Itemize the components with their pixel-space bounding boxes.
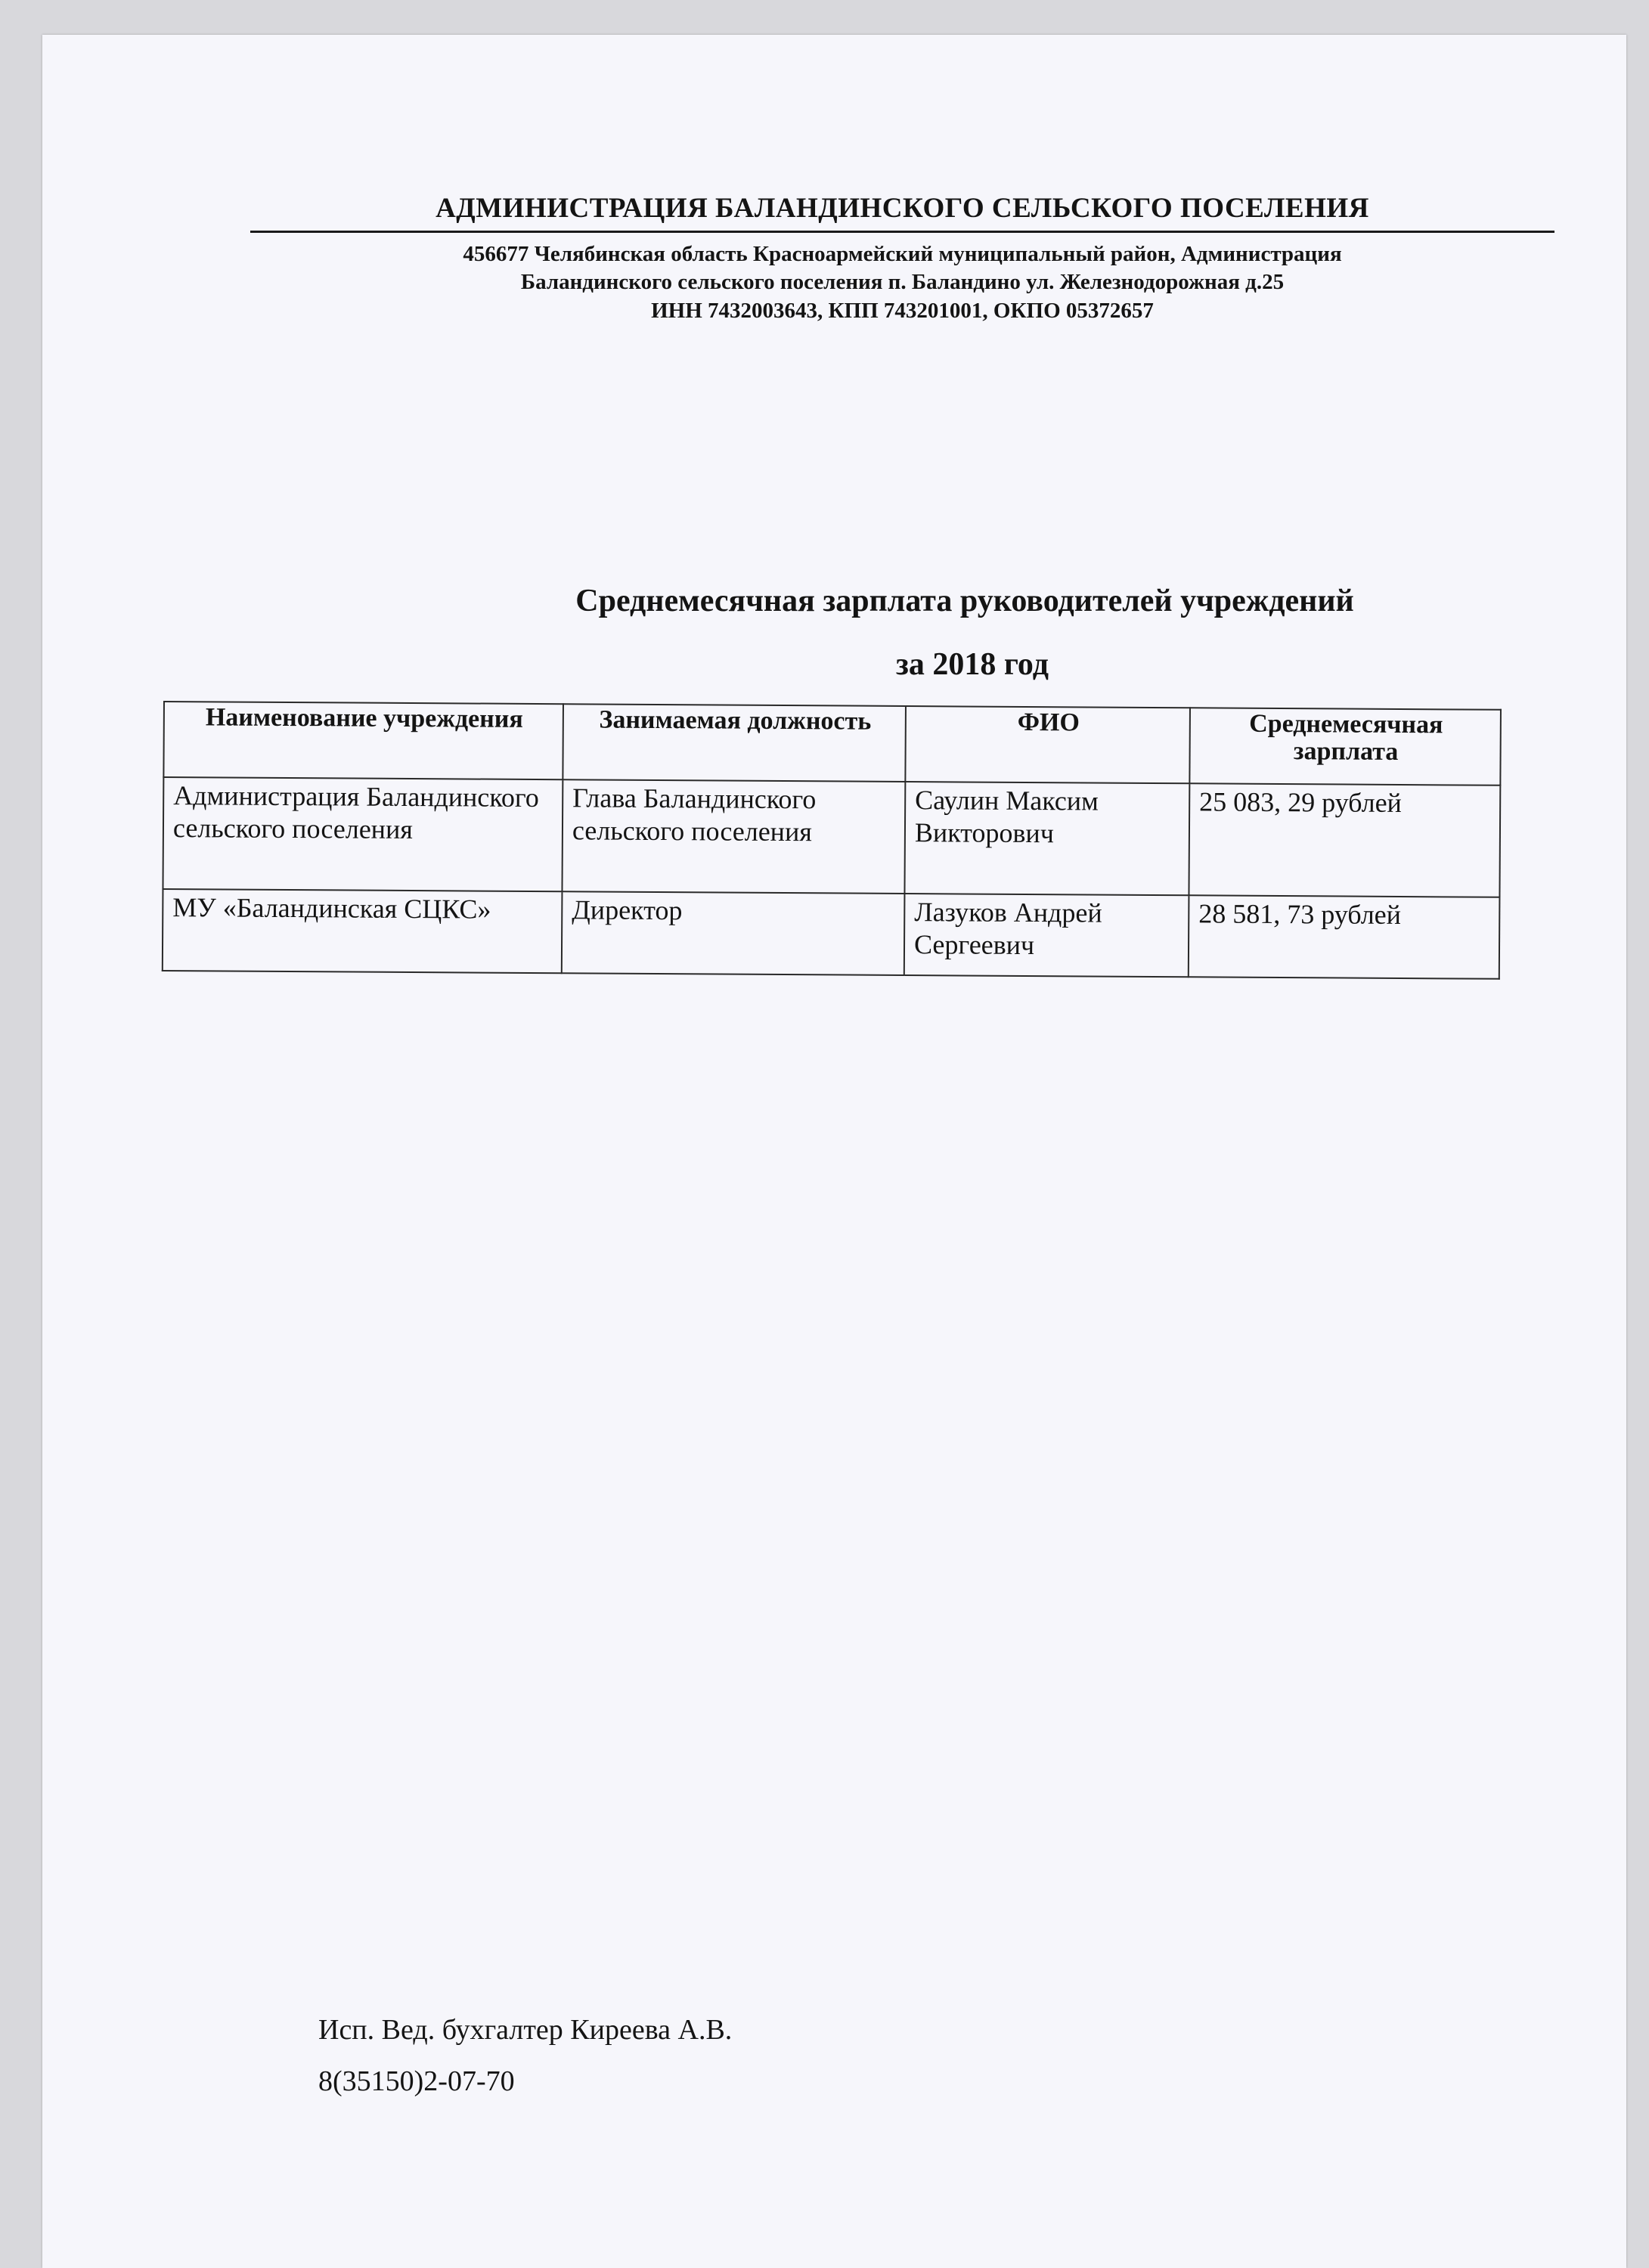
cell-institution: Администрация Баландинского сельского поселения [163, 777, 563, 891]
phone-line: 8(35150)2-07-70 [318, 2065, 515, 2097]
executor-line: Исп. Вед. бухгалтер Киреева А.В. [318, 2014, 733, 2046]
cell-full-name: Саулин Максим Викторович [904, 782, 1189, 895]
document-page [42, 35, 1626, 2268]
address-line-1: 456677 Челябинская область Красноармейский муниципальный район, Администрация [463, 241, 1342, 266]
document-subtitle: за 2018 год [896, 647, 1049, 682]
cell-average-salary: 28 581, 73 рублей [1189, 895, 1500, 979]
column-header-position: Занимаемая должность [563, 704, 906, 782]
cell-position: Директор [562, 891, 905, 975]
footer-signature-block [318, 2015, 732, 2118]
column-header-institution: Наименование учреждения [163, 702, 563, 779]
column-header-full-name: ФИО [905, 706, 1190, 783]
cell-institution: МУ «Баландинская СЦКС» [163, 889, 563, 973]
cell-average-salary: 25 083, 29 рублей [1189, 783, 1500, 897]
cell-full-name: Лазуков Андрей Сергеевич [904, 894, 1189, 977]
table-row [163, 889, 1500, 979]
table-header-row [163, 702, 1501, 785]
cell-position: Глава Баландинского сельского поселения [562, 779, 905, 894]
address-line-2: Баландинского сельского поселения п. Баландино ул. Железнодорожная д.25 [520, 270, 1285, 295]
letterhead-divider [250, 231, 1554, 233]
organization-title: АДМИНИСТРАЦИЯ БАЛАНДИНСКОГО СЕЛЬСКОГО ПОСЕЛЕНИЯ [435, 193, 1369, 224]
requisites-line: ИНН 7432003643, КПП 743201001, ОКПО 05372657 [651, 299, 1154, 324]
salary-table [162, 701, 1502, 980]
table-row [163, 777, 1500, 897]
letterhead [250, 194, 1554, 326]
column-header-average-salary: Среднемесячная зарплата [1189, 708, 1501, 785]
document-title: Среднемесячная зарплата руководителей учреждений [575, 584, 1354, 618]
